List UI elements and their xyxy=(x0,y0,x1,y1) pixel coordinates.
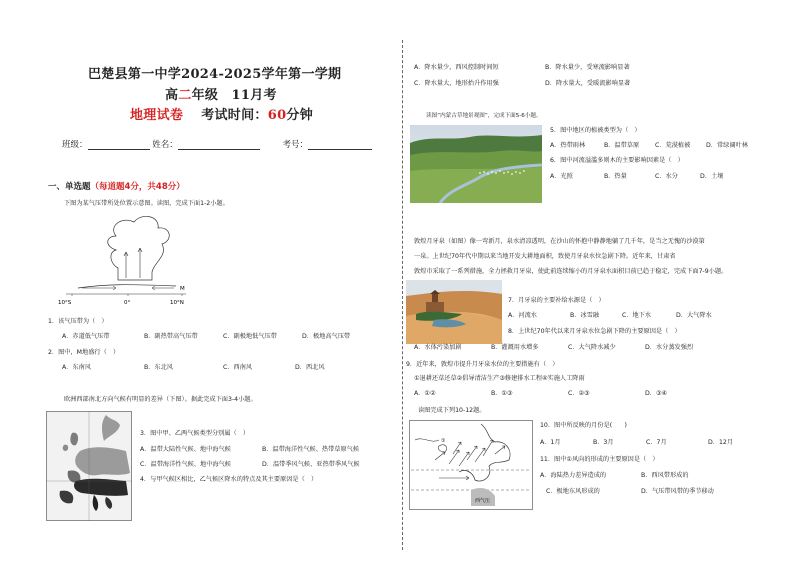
grade-title xyxy=(165,84,277,103)
page-divider xyxy=(402,40,403,550)
question-9: 9．近年来，敦煌市提升月牙泉水位的主要措施有（ ） xyxy=(406,361,559,368)
q5-option-a[interactable]: A．热带雨林 xyxy=(550,142,586,149)
q5-option-d[interactable]: D．常绿阔叶林 xyxy=(706,142,748,149)
q11-option-b[interactable]: B．西风带形成的 xyxy=(641,472,689,479)
point-m-label: M xyxy=(180,286,185,292)
q3-option-b[interactable]: B．温带海洋性气候、热带草原气候 xyxy=(262,446,360,453)
q1-option-d[interactable]: D．极地高气压带 xyxy=(302,333,351,340)
crescent-lake-photo xyxy=(406,280,502,344)
question-3: 3．图中甲、乙两气候类型分别属（ ） xyxy=(140,430,250,437)
time-label: 考试时间： xyxy=(201,108,268,123)
q3-option-d[interactable]: D．温带季风气候、亚热带季风气候 xyxy=(262,461,360,468)
q11-option-c[interactable]: C．极地东风形成的 xyxy=(546,488,600,495)
passage-line-3: 敦煌市采取了一系列措施，全力拯救月牙泉，使此前连续缩小的月牙泉水面积目前已趋于稳定，完成下面7-9小题。 xyxy=(414,268,728,275)
q1-option-b[interactable]: B．副热带高气压带 xyxy=(144,333,198,340)
student-info-row xyxy=(62,138,372,150)
exam-subtitle xyxy=(130,104,313,123)
school-title: 巴楚县第一中学2024-2025学年第一学期 xyxy=(88,67,342,82)
question-2: 2．图中，M地盛行（ ） xyxy=(48,349,120,356)
passage-line-2: 一泉。上世纪70年代中期以来当地开发大耕地面积，致使月牙泉水位急剧下降。近年来，甘肃省 xyxy=(414,253,676,260)
q2-option-c[interactable]: C．西南风 xyxy=(223,364,253,371)
passage-line-1: 敦煌月牙泉（如图）像一弯新月，泉水清凉透明，在沙山的怀抱中静静地躺了几千年，是当之无愧的沙漠第 xyxy=(414,238,705,245)
monsoon-wind-map xyxy=(409,420,533,510)
q3-option-c[interactable]: C．温带海洋性气候、地中海气候 xyxy=(140,461,231,468)
q9-option-c[interactable]: C．②③ xyxy=(568,390,590,397)
section-heading xyxy=(48,180,185,192)
q2-option-b[interactable]: B．东北风 xyxy=(144,364,173,371)
id-label: 考号： xyxy=(282,140,308,150)
time-unit: 分钟 xyxy=(286,108,314,123)
question-7: 7．月牙泉的主要补给水源是（ ） xyxy=(508,297,605,304)
name-label: 姓名： xyxy=(152,140,178,150)
q11-option-d[interactable]: D．气压带风带的季节移动 xyxy=(641,488,714,495)
q8-option-d[interactable]: D．水分蒸发强烈 xyxy=(645,344,694,351)
grade-prefix: 高 xyxy=(165,88,179,103)
q1-option-c[interactable]: C．副极地低气压带 xyxy=(223,333,277,340)
lat-10n-label: 10°N xyxy=(170,300,184,306)
question-8: 8．上世纪70年代以来月牙泉水位急剧下降的主要原因是（ ） xyxy=(508,328,681,335)
q4-option-b[interactable]: B．降水量少，受寒流影响显著 xyxy=(545,64,630,71)
question-10: 10．图中所反映的月份是( ) xyxy=(540,422,627,429)
q7-option-a[interactable]: A．河流水 xyxy=(508,312,537,319)
q2-option-a[interactable]: A．东南风 xyxy=(62,364,91,371)
time-value: 60 xyxy=(267,108,287,123)
q7-option-d[interactable]: D．大气降水 xyxy=(676,312,712,319)
q10-option-c[interactable]: C．7月 xyxy=(646,439,667,446)
id-field[interactable] xyxy=(308,140,372,150)
q5-option-b[interactable]: B．温带草原 xyxy=(604,142,640,149)
section-note: （每道题4分，共48分） xyxy=(90,182,185,192)
question-1: 1．该气压带为（ ） xyxy=(48,318,108,325)
class-label: 班级： xyxy=(62,140,88,150)
intro-q5-6: 读图“内蒙古草地景观图”，完成下面5-6小题。 xyxy=(426,113,542,119)
q6-option-b[interactable]: B．热量 xyxy=(604,173,627,180)
pressure-belt-diagram xyxy=(56,212,198,308)
q9-items: ①退耕还草还草②倡导清洁生产③修建排水工程④实施人工降雨 xyxy=(414,375,585,382)
lat-0-label: 0° xyxy=(124,300,131,306)
intro-q1-2: 下图为某气压带所处位置示意图。读图，完成下面1-2小题。 xyxy=(64,200,229,207)
question-6: 6．图中河流溢滥多则木的主要影响因素是（ ） xyxy=(550,157,684,164)
q4-option-d[interactable]: D．降水量大，受暖流影响显著 xyxy=(545,80,631,87)
q8-option-a[interactable]: A．水体污染加剧 xyxy=(414,344,462,351)
q4-option-c[interactable]: C．降水量大，地形抬升作用强 xyxy=(414,80,499,87)
q4-option-a[interactable]: A．降水量少，西风控制时间短 xyxy=(414,64,499,71)
q9-option-b[interactable]: B．①③ xyxy=(491,390,513,397)
q7-option-c[interactable]: C．地下水 xyxy=(622,312,652,319)
name-field[interactable] xyxy=(178,140,260,150)
q2-option-d[interactable]: D．西北风 xyxy=(295,364,325,371)
class-field[interactable] xyxy=(88,140,150,150)
q6-option-d[interactable]: D．土壤 xyxy=(700,173,724,180)
q10-option-a[interactable]: A．1月 xyxy=(540,439,561,446)
intro-q3-4: 欧洲西部南北方向气候有明显的差异（下图）。据此完成下面3-4小题。 xyxy=(64,396,257,403)
europe-climate-map xyxy=(46,411,132,521)
section-title: 一、单选题 xyxy=(48,182,91,192)
question-5: 5．图中地区的植被类型为（ ） xyxy=(550,127,641,134)
q9-option-d[interactable]: D．③④ xyxy=(645,390,668,397)
question-11: 11．图中①风向的形成的主要原因是（ ） xyxy=(540,456,659,463)
q10-option-d[interactable]: D．12月 xyxy=(708,439,734,446)
q6-option-c[interactable]: C．水分 xyxy=(655,173,678,180)
subject: 地理试卷 xyxy=(130,108,184,123)
q7-option-b[interactable]: B．冰雪融 xyxy=(570,312,599,319)
q8-option-b[interactable]: B．灌溉用水增多 xyxy=(491,344,539,351)
svg-text:①: ① xyxy=(441,438,446,444)
lat-10s-label: 10°S xyxy=(58,300,72,306)
q3-option-a[interactable]: A．温带大陆性气候、地中海气候 xyxy=(140,446,231,453)
low-pressure-label: 西气压 xyxy=(475,498,491,504)
q10-option-b[interactable]: B．3月 xyxy=(593,439,614,446)
intro-q10-12: 读图完成下列10-12题。 xyxy=(418,407,486,414)
q6-option-a[interactable]: A．光照 xyxy=(550,173,573,180)
grade-suffix: 年级 11月考 xyxy=(191,88,277,103)
q11-option-a[interactable]: A．海陆热力差异造成的 xyxy=(540,472,607,479)
grassland-photo xyxy=(410,125,542,203)
question-4: 4．与甲气候区相比，乙气候区降水的特点及其主要原因是（ ） xyxy=(140,476,318,483)
grade-num: 二 xyxy=(178,88,192,103)
q8-option-c[interactable]: C．大气降水减少 xyxy=(568,344,616,351)
q1-option-a[interactable]: A．赤道低气压带 xyxy=(62,333,110,340)
q5-option-c[interactable]: C．荒漠植被 xyxy=(655,142,691,149)
q9-option-a[interactable]: A．①② xyxy=(414,390,436,397)
